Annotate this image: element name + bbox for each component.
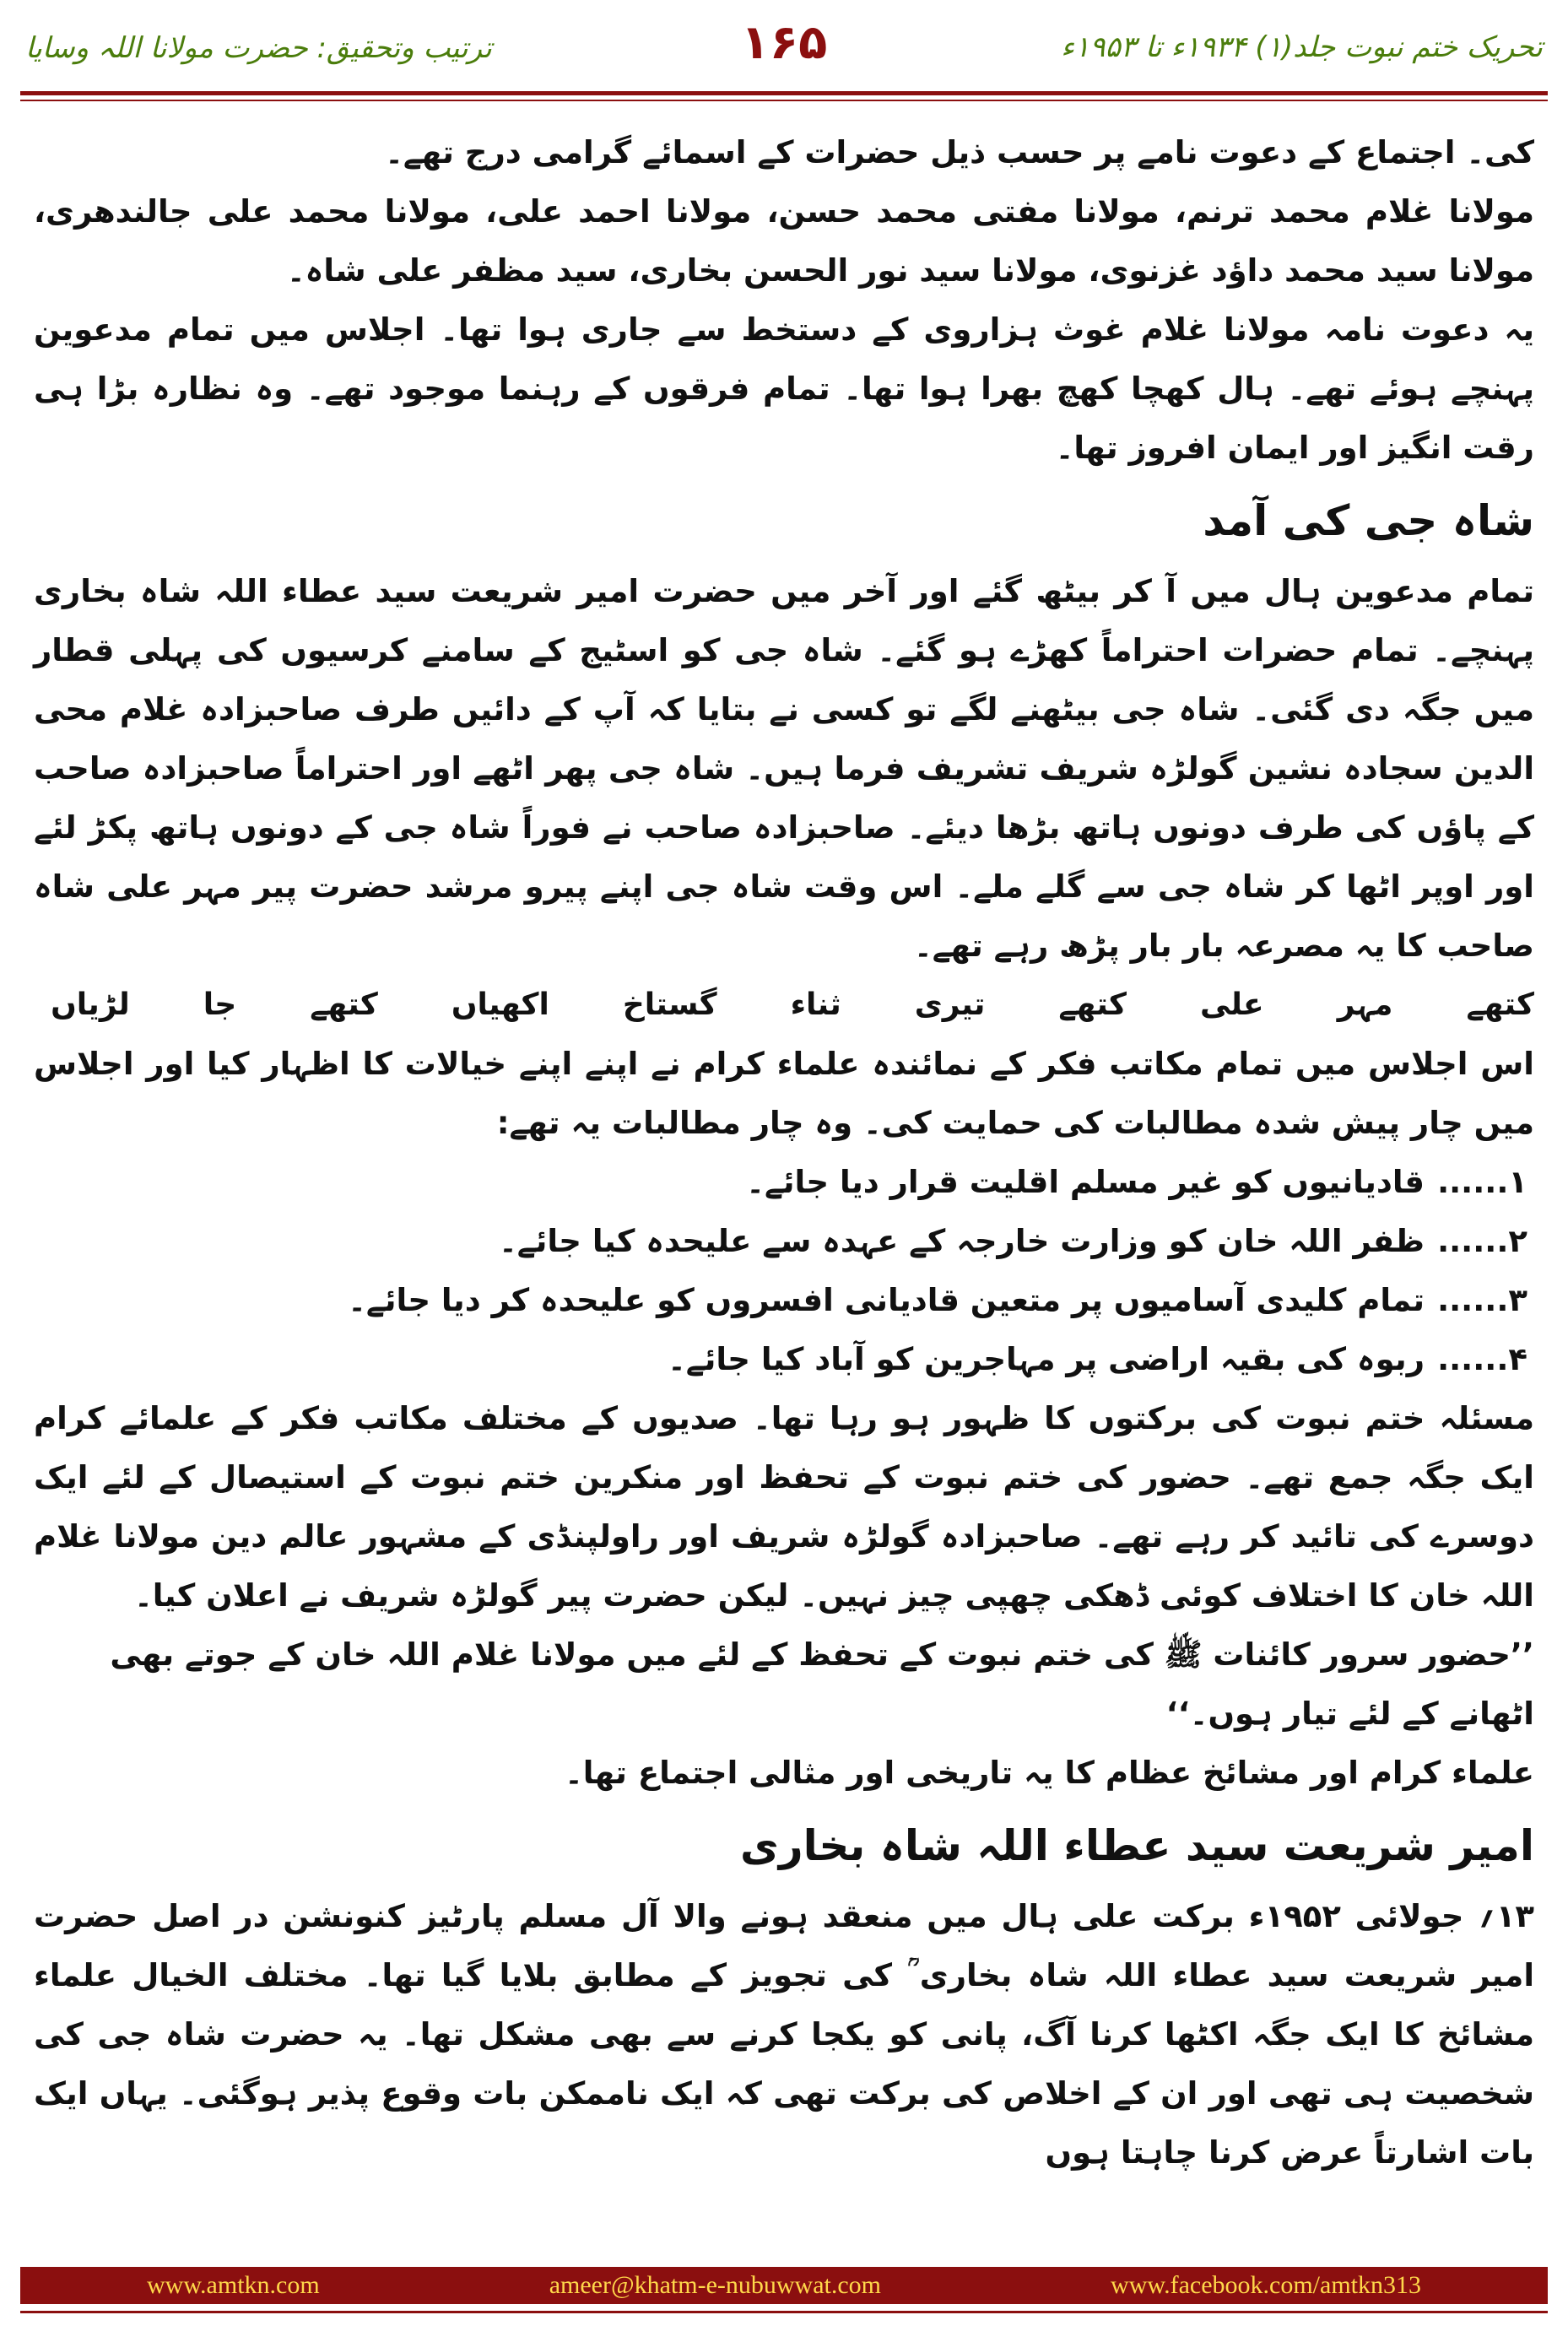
facebook-link[interactable]: www.facebook.com/amtkn313	[1111, 2271, 1421, 2299]
list-number: ۲......	[1437, 1223, 1527, 1259]
verse-word: علی	[1199, 987, 1264, 1022]
paragraph: اس اجلاس میں تمام مکاتب فکر کے نمائندہ علماء کرام نے اپنے اپنے خیالات کا اظہار کیا اور اجلاس میں چار پیش شدہ مطالبات کی حمایت کی۔ وہ چار مطالبات یہ تھے:	[34, 1046, 1534, 1141]
page-footer	[20, 2267, 1548, 2304]
verse-word: لڑیاں	[51, 987, 130, 1022]
quotation: ’’حضور سرور کائنات ﷺ کی ختم نبوت کے تحفظ کے لئے میں مولانا غلام اللہ خان کے جوتے بھی اٹھانے کے لئے تیار ہوں۔‘‘	[110, 1636, 1534, 1732]
section-heading: شاہ جی کی آمد	[1203, 496, 1534, 545]
paragraph: کی۔ اجتماع کے دعوت نامے پر حسب ذیل حضرات کے اسمائے گرامی درج تھے۔	[385, 134, 1534, 170]
verse-word: گستاخ	[622, 987, 717, 1022]
paragraph: ۱۳؍ جولائی ۱۹۵۲ء برکت علی ہال میں منعقد ہونے والا آل مسلم پارٹیز کنونشن در اصل حضرت امیر شریعت سید عطاء اللہ شاہ بخاری ؒ کی تجویز کے مطابق بلایا گیا تھا۔ مختلف الخیال علماء مشائخ کا ایک جگہ اکٹھا کرنا آگ، پانی کو یکجا کرنے سے بھی مشکل تھا۔ یہ حضرت شاہ جی کی شخصیت ہی تھی اور ان کے اخلاص کی برکت تھی کہ ایک ناممکن بات وقوع پذیر ہوگئی۔ یہاں ایک بات اشارتاً عرض کرنا چاہتا ہوں	[34, 1898, 1534, 2171]
footer-rule	[20, 2311, 1548, 2313]
verse-word: اکھیاں	[451, 987, 549, 1022]
paragraph: مولانا غلام محمد ترنم، مولانا مفتی محمد حسن، مولانا احمد علی، مولانا محمد علی جالندھری، مولانا سید محمد داؤد غزنوی، مولانا سید نور الحسن بخاری، سید مظفر علی شاہ۔	[34, 193, 1534, 289]
page-header	[0, 0, 1568, 95]
header-rule-thick	[20, 91, 1548, 95]
header-rule-thin	[20, 100, 1548, 101]
list-number: ۳......	[1437, 1282, 1527, 1318]
verse-word: کتھے	[310, 987, 378, 1022]
page-number: ۱۶۵	[740, 15, 828, 70]
website-link[interactable]: www.amtkn.com	[147, 2271, 320, 2299]
list-item	[34, 1153, 1534, 1212]
list-number: ۱......	[1437, 1164, 1527, 1200]
page-body	[34, 123, 1534, 2182]
verse-word: ثناء	[790, 987, 841, 1022]
list-number: ۴......	[1437, 1341, 1527, 1377]
compiler-credit: ترتیب وتحقیق: حضرت مولانا اللہ وسایا	[25, 31, 492, 65]
section-heading: امیر شریعت سید عطاء اللہ شاہ بخاری	[740, 1821, 1534, 1870]
list-item	[34, 1271, 1534, 1330]
verse-word: کتھے	[1466, 987, 1534, 1022]
list-text: تمام کلیدی آسامیوں پر متعین قادیانی افسروں کو علیحدہ کر دیا جائے۔	[348, 1282, 1425, 1318]
verse-word: کتھے	[1058, 987, 1127, 1022]
verse-word: تیری	[914, 987, 986, 1022]
list-item	[34, 1330, 1534, 1389]
list-item	[34, 1212, 1534, 1271]
paragraph: مسئلہ ختم نبوت کی برکتوں کا ظہور ہو رہا تھا۔ صدیوں کے مختلف مکاتب فکر کے علمائے کرام ایک جگہ جمع تھے۔ حضور کی ختم نبوت کے تحفظ اور منکرین ختم نبوت کے استیصال کے لئے ایک دوسرے کی تائید کر رہے تھے۔ صاحبزادہ گولڑہ شریف اور راولپنڈی کے مشہور عالم دین مولانا غلام اللہ خان کا اختلاف کوئی ڈھکی چھپی چیز نہیں۔ لیکن حضرت پیر گولڑہ شریف نے اعلان کیا۔	[34, 1400, 1534, 1614]
list-text: قادیانیوں کو غیر مسلم اقلیت قرار دیا جائے۔	[746, 1164, 1425, 1200]
paragraph: یہ دعوت نامہ مولانا غلام غوث ہزاروی کے دستخط سے جاری ہوا تھا۔ اجلاس میں تمام مدعوین پہنچے ہوئے تھے۔ ہال کھچا کھچ بھرا ہوا تھا۔ تمام فرقوں کے رہنما موجود تھے۔ وہ نظارہ بڑا ہی رقت انگیز اور ایمان افروز تھا۔	[34, 311, 1534, 466]
list-text: ظفر اللہ خان کو وزارت خارجہ کے عہدہ سے علیحدہ کیا جائے۔	[499, 1223, 1425, 1259]
poetry-verse	[34, 976, 1534, 1035]
email-link[interactable]: ameer@khatm-e-nubuwwat.com	[549, 2271, 882, 2299]
verse-word: مہر	[1337, 987, 1393, 1022]
paragraph: علماء کرام اور مشائخ عظام کا یہ تاریخی اور مثالی اجتماع تھا۔	[565, 1755, 1534, 1791]
list-text: ربوہ کی بقیہ اراضی پر مہاجرین کو آباد کیا جائے۔	[668, 1341, 1425, 1377]
book-title: تحریک ختم نبوت جلد(۱) ۱۹۳۴ء تا ۱۹۵۳ء	[1061, 30, 1543, 64]
verse-word: جا	[203, 987, 237, 1022]
paragraph: تمام مدعوین ہال میں آ کر بیٹھ گئے اور آخر میں حضرت امیر شریعت سید عطاء اللہ شاہ بخاری پہنچے۔ تمام حضرات احتراماً کھڑے ہو گئے۔ شاہ جی کو اسٹیج کے سامنے کرسیوں کی پہلی قطار میں جگہ دی گئی۔ شاہ جی بیٹھنے لگے تو کسی نے بتایا کہ آپ کے دائیں طرف صاحبزادہ غلام محی الدین سجادہ نشین گولڑہ شریف تشریف فرما ہیں۔ شاہ جی پھر اٹھے اور احتراماً صاحبزادہ صاحب کے پاؤں کی طرف دونوں ہاتھ بڑھا دیئے۔ صاحبزادہ صاحب نے فوراً شاہ جی کے دونوں ہاتھ پکڑ لئے اور اوپر اٹھا کر شاہ جی سے گلے ملے۔ اس وقت شاہ جی اپنے پیرو مرشد حضرت پیر مہر علی شاہ صاحب کا یہ مصرعہ بار بار پڑھ رہے تھے۔	[34, 573, 1534, 964]
